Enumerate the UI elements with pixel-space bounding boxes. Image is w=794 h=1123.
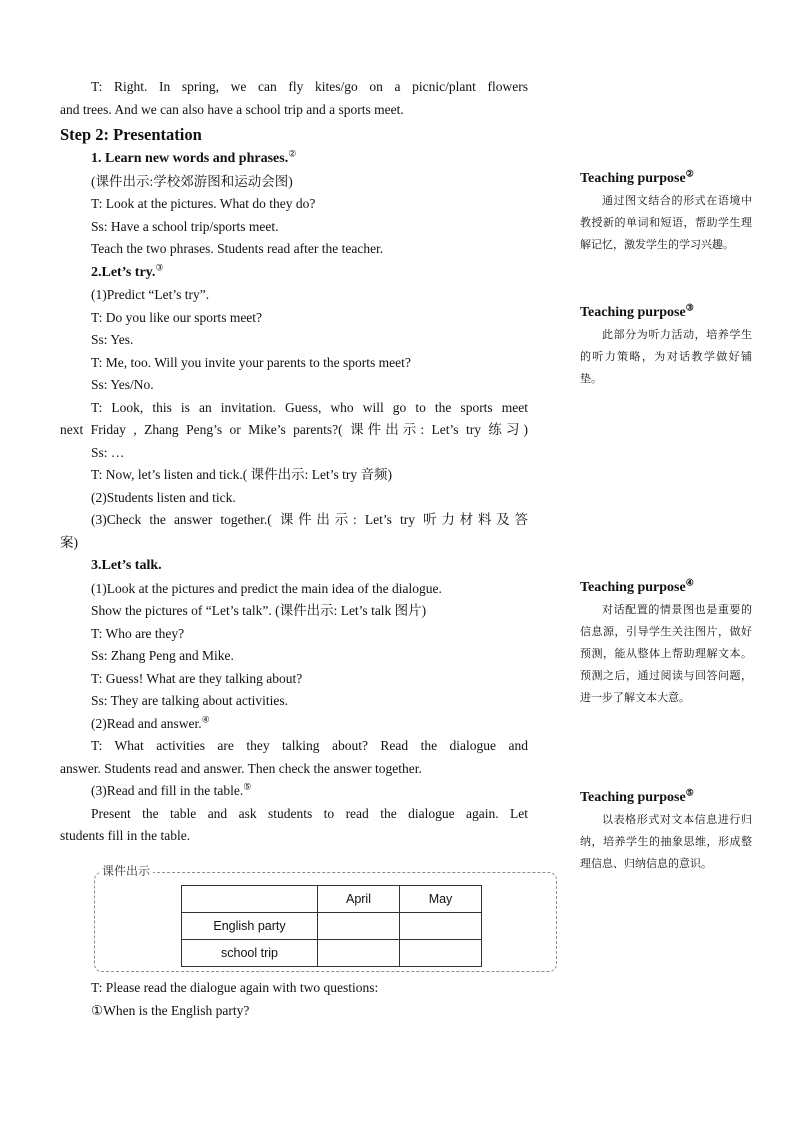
table-header-cell: April (318, 886, 400, 913)
note-title: Teaching purpose② (580, 168, 694, 186)
paragraph: Show the pictures of “Let’s talk”. (课件出示: Let’s talk 图片) (91, 603, 427, 618)
footnote-mark: ④ (685, 577, 694, 588)
table-cell: English party (182, 913, 318, 940)
teaching-purpose-note (580, 579, 752, 709)
paragraph: Teach the two phrases. Students read after the teacher. (91, 241, 384, 256)
paragraph: T: Look at the pictures. What do they do? (91, 196, 316, 211)
note-text: 通过图文结合的形式在语境中教授新的单词和短语，帮助学生理解记忆，激发学生的学习兴趣。 (580, 194, 752, 251)
paragraph: Ss: They are talking about activities. (91, 693, 288, 708)
paragraph: (3)Read and fill in the table.⑤ (91, 781, 252, 798)
table-cell: school trip (182, 940, 318, 967)
note-text: 以表格形式对文本信息进行归纳，培养学生的抽象思维，形成整理信息、归纳信息的意识。 (580, 813, 752, 870)
paragraph: ①When is the English party? (91, 1002, 250, 1018)
section-heading: Step 2: Presentation (60, 125, 202, 144)
note-title: Teaching purpose④ (580, 577, 694, 595)
footnote-mark: ⑤ (243, 781, 252, 792)
note-text: 此部分为听力活动，培养学生的听力策略，为对话教学做好铺垫。 (580, 328, 752, 385)
courseware-box (94, 864, 557, 972)
paragraph: T: Do you like our sports meet? (91, 309, 263, 325)
footnote-mark: ② (685, 168, 694, 179)
paragraph: T: What activities are they talking about? Read the dialogue and (91, 738, 528, 753)
paragraph: T: Please read the dialogue again with two questions: (91, 980, 379, 995)
lesson-plan-body (60, 76, 528, 848)
paragraph: T: Right. In spring, we can fly kites/go on a picnic/plant flowers (91, 79, 528, 94)
table-cell (400, 940, 482, 967)
paragraph: Ss: Yes/No. (91, 377, 154, 392)
paragraph: answer. Students read and answer. Then check the answer together. (60, 760, 422, 776)
paragraph: 案) (60, 534, 78, 550)
paragraph: (1)Look at the pictures and predict the main idea of the dialogue. (91, 580, 442, 596)
lesson-plan-continued (60, 977, 528, 1022)
table-row (182, 940, 482, 967)
subsection-heading: 1. Learn new words and phrases.② (91, 148, 297, 166)
table-row (182, 913, 482, 940)
paragraph: Ss: Yes. (91, 332, 134, 347)
teaching-purpose-note (580, 170, 752, 256)
paragraph: (3)Check the answer together.( 课件出示: Let’s try 听力材料及答 (91, 512, 528, 527)
teaching-purpose-note (580, 304, 752, 390)
table-cell (400, 913, 482, 940)
paragraph: T: Who are they? (91, 625, 185, 641)
footnote-mark: ④ (201, 714, 210, 724)
fill-in-table (181, 885, 482, 967)
footnote-mark: ⑤ (685, 787, 694, 798)
paragraph: and trees. And we can also have a school trip and a sports meet. (60, 101, 404, 117)
paragraph: students fill in the table. (60, 828, 191, 843)
table-cell (318, 940, 400, 967)
paragraph: (2)Students listen and tick. (91, 489, 236, 505)
teaching-purpose-note (580, 789, 752, 875)
subsection-heading: 2.Let’s try.③ (91, 262, 164, 280)
footnote-mark: ③ (685, 302, 694, 313)
table-header-cell (182, 886, 318, 913)
paragraph: Ss: Have a school trip/sports meet. (91, 218, 279, 234)
note-title: Teaching purpose③ (580, 302, 694, 320)
note-text: 对话配置的情景图也是重要的信息源，引导学生关注图片，做好预测，能从整体上帮助理解文本。预测之后，通过阅读与回答问题，进一步了解文本大意。 (580, 603, 752, 704)
note-title: Teaching purpose⑤ (580, 787, 694, 805)
paragraph: (课件出示:学校郊游图和运动会图) (91, 173, 293, 189)
subsection-heading: 3.Let’s talk. (91, 558, 162, 573)
paragraph: Ss: … (91, 444, 125, 460)
table-cell (318, 913, 400, 940)
paragraph: T: Guess! What are they talking about? (91, 670, 303, 686)
courseware-label: 课件出示 (99, 862, 153, 879)
table-header-row (182, 886, 482, 913)
paragraph: next Friday , Zhang Peng’s or Mike’s parents?( 课件出示: Let’s try 练习) (60, 422, 528, 437)
paragraph: T: Now, let’s listen and tick.( 课件出示: Let’s try 音频) (91, 467, 393, 482)
paragraph: T: Look, this is an invitation. Guess, who will go to the sports meet (91, 399, 528, 415)
footnote-mark: ③ (155, 262, 164, 272)
table-header-cell: May (400, 886, 482, 913)
paragraph: T: Me, too. Will you invite your parents to the sports meet? (91, 354, 411, 370)
footnote-mark: ② (288, 148, 297, 159)
paragraph: (2)Read and answer.④ (91, 714, 210, 731)
paragraph: (1)Predict “Let’s try”. (91, 287, 210, 302)
paragraph: Ss: Zhang Peng and Mike. (91, 648, 234, 663)
paragraph: Present the table and ask students to read the dialogue again. Let (91, 805, 528, 821)
